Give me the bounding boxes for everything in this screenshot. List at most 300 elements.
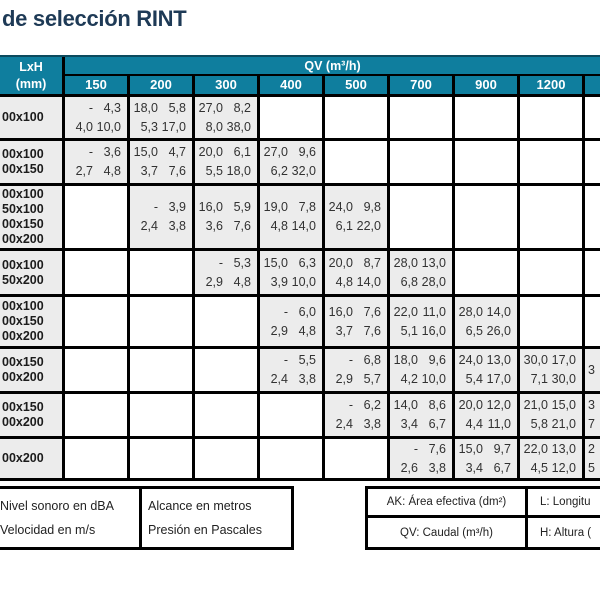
table-row	[0, 394, 600, 439]
value-line	[260, 254, 322, 273]
value: 14,0	[291, 219, 316, 233]
value: 2	[588, 441, 595, 456]
value: 19,0	[263, 200, 288, 214]
table-body	[0, 97, 600, 481]
value-line	[260, 351, 322, 370]
value-line	[585, 459, 600, 478]
value: 5,5	[298, 353, 316, 367]
value-line	[195, 273, 257, 292]
table-row	[0, 439, 600, 481]
value: 3,7	[140, 164, 158, 178]
value-cell-700	[390, 186, 455, 248]
value-cell-300	[195, 186, 260, 248]
value: 3,9	[270, 274, 288, 289]
value: 2,4	[140, 219, 158, 233]
column-header-500: 500	[325, 76, 390, 94]
value-line	[390, 440, 452, 459]
value-cell-partial	[585, 97, 600, 138]
value: 3,6	[103, 145, 121, 159]
page-title: de selección RINT	[2, 6, 187, 31]
value-cell-1200	[520, 251, 585, 294]
value-cell-500	[325, 97, 390, 138]
value: 10,0	[421, 372, 446, 386]
size-label: 00x200	[2, 451, 44, 465]
value: 38,0	[226, 119, 251, 134]
value-line	[325, 303, 387, 322]
value-line	[130, 162, 192, 181]
value: 5	[588, 460, 595, 475]
value-cell-partial	[585, 439, 600, 478]
column-header-700: 700	[390, 76, 455, 94]
table-row	[0, 297, 600, 349]
value: 2,9	[335, 372, 353, 386]
value: 21,0	[551, 417, 576, 431]
value: 18,0	[393, 353, 418, 367]
value: 16,0	[198, 200, 223, 214]
value: 4,8	[103, 164, 121, 178]
value-line	[130, 118, 192, 137]
value: 7,1	[530, 372, 548, 386]
value: -	[413, 441, 418, 456]
value: 4,3	[103, 100, 121, 115]
value-line	[260, 273, 322, 292]
value-line	[260, 370, 322, 389]
size-label: 00x150	[2, 355, 44, 369]
value: 24,0	[458, 353, 483, 367]
row-label-cell	[0, 186, 65, 248]
value: -	[153, 200, 158, 214]
size-label: 50x200	[2, 272, 44, 287]
value: 11,0	[422, 304, 446, 319]
value: 22,0	[523, 441, 548, 456]
value: 9,7	[493, 441, 511, 456]
value: 20,0	[198, 145, 223, 159]
value: 28,0	[393, 255, 418, 270]
value: 13,0	[551, 441, 576, 456]
value: 10,0	[291, 274, 316, 289]
value-cell-150	[65, 141, 130, 183]
value-line	[260, 143, 322, 162]
value-line	[585, 415, 600, 434]
value-line	[325, 370, 387, 389]
value-cell-900	[455, 349, 520, 391]
column-header-900: 900	[455, 76, 520, 94]
legend-line-speed: Velocidad en m/s	[0, 523, 96, 537]
value-cell-300	[195, 349, 260, 391]
value-cell-400	[260, 394, 325, 436]
value-line	[585, 396, 600, 415]
value: 7	[588, 417, 595, 431]
value-cell-300	[195, 439, 260, 478]
value-line	[455, 459, 517, 478]
value-line	[390, 322, 452, 341]
value: 6,5	[465, 323, 483, 338]
value: 6,0	[298, 304, 316, 319]
value-line	[325, 351, 387, 370]
value: 9,8	[363, 200, 381, 214]
value-cell-300	[195, 141, 260, 183]
value-line	[130, 217, 192, 236]
value: -	[283, 353, 288, 367]
value-line	[195, 118, 257, 137]
value-line	[390, 351, 452, 370]
value-cell-700	[390, 141, 455, 183]
value-cell-300	[195, 394, 260, 436]
value-line	[390, 415, 452, 434]
value-line	[455, 440, 517, 459]
value: 16,0	[328, 304, 353, 319]
value: 2,9	[205, 274, 223, 289]
value: 12,0	[486, 398, 511, 412]
value: 26,0	[486, 323, 511, 338]
value: -	[218, 255, 223, 270]
value: 2,9	[270, 323, 288, 338]
value: 12,0	[551, 460, 576, 475]
value: 4,8	[270, 219, 288, 233]
legend-h: H: Altura (	[540, 526, 592, 539]
value-cell-150	[65, 394, 130, 436]
value-cell-200	[130, 349, 195, 391]
value: -	[348, 398, 353, 412]
value-line	[325, 198, 387, 217]
value: 4,5	[530, 460, 548, 475]
value: 15,0	[133, 145, 158, 159]
row-label-cell	[0, 251, 65, 294]
qv-header: QV (m³/h)	[65, 57, 600, 76]
value: 28,0	[458, 304, 483, 319]
value: 30,0	[523, 353, 548, 367]
value: 5,7	[363, 372, 381, 386]
value-cell-300	[195, 297, 260, 346]
value-line	[130, 99, 192, 118]
value: 3,4	[465, 460, 483, 475]
value-cell-200	[130, 394, 195, 436]
size-label: 00x150	[2, 314, 44, 328]
value-line	[520, 459, 582, 478]
column-header-1200: 1200	[520, 76, 585, 94]
value-cell-partial	[585, 349, 600, 391]
lxh-unit: (mm)	[15, 77, 47, 91]
value-cell-150	[65, 251, 130, 294]
table-row	[0, 349, 600, 394]
size-label: 00x150	[2, 400, 44, 414]
value-line	[260, 198, 322, 217]
value: 3,8	[363, 417, 381, 431]
size-label: 00x100	[2, 299, 44, 313]
value-line	[325, 396, 387, 415]
value: 13,0	[486, 353, 511, 367]
value-line	[455, 396, 517, 415]
value-line	[455, 303, 517, 322]
qv-header-group	[65, 57, 600, 94]
value: 4,8	[335, 274, 353, 289]
value-line	[260, 162, 322, 181]
value-line	[455, 370, 517, 389]
value-cell-150	[65, 97, 130, 138]
value-line	[455, 415, 517, 434]
value: 6,1	[335, 219, 353, 233]
value: 5,1	[400, 323, 418, 338]
value-line	[325, 415, 387, 434]
value: 6,2	[363, 398, 381, 412]
legend-line-sound: Nivel sonoro en dBA	[0, 499, 114, 513]
value-cell-500	[325, 439, 390, 478]
value-line	[195, 99, 257, 118]
row-label-cell	[0, 297, 65, 346]
value-cell-400	[260, 349, 325, 391]
value: 6,3	[298, 255, 316, 270]
value: 11,0	[487, 417, 511, 431]
value-cell-partial	[585, 186, 600, 248]
value: 13,0	[421, 255, 446, 270]
row-label-cell	[0, 349, 65, 391]
lxh-header-cell	[0, 57, 65, 94]
value-line	[325, 322, 387, 341]
value-cell-900	[455, 394, 520, 436]
value-cell-400	[260, 251, 325, 294]
value: 30,0	[551, 372, 576, 386]
value-cell-500	[325, 141, 390, 183]
value: 8,7	[363, 255, 381, 270]
value-cell-150	[65, 349, 130, 391]
value: 5,3	[233, 255, 251, 270]
row-label-cell	[0, 141, 65, 183]
value-cell-700	[390, 439, 455, 478]
value: 2,7	[75, 164, 93, 178]
value-cell-400	[260, 97, 325, 138]
value: 22,0	[356, 219, 381, 233]
value-line	[390, 459, 452, 478]
value-line	[260, 322, 322, 341]
table-header	[0, 57, 600, 97]
value: 7,6	[168, 164, 186, 178]
value-line	[195, 198, 257, 217]
legend-l: L: Longitu	[528, 489, 600, 518]
value-line	[520, 370, 582, 389]
value-cell-400	[260, 186, 325, 248]
size-label: 00x200	[2, 370, 44, 384]
value: 16,0	[421, 323, 446, 338]
legend-cell-sound-speed	[0, 489, 142, 547]
lxh-label: LxH	[19, 60, 43, 74]
value: 4,8	[233, 274, 251, 289]
value: 27,0	[263, 145, 288, 159]
value: 3	[588, 398, 595, 412]
value-cell-700	[390, 297, 455, 346]
value-cell-700	[390, 394, 455, 436]
value: 14,0	[486, 304, 511, 319]
value-cell-partial	[585, 251, 600, 294]
value: 32,0	[291, 164, 316, 178]
value-line	[390, 273, 452, 292]
size-label: 50x100	[2, 202, 44, 216]
value-cell-150	[65, 439, 130, 478]
value-cell-150	[65, 186, 130, 248]
value-cell-400	[260, 297, 325, 346]
value: 3,9	[168, 200, 186, 214]
value-cell-700	[390, 349, 455, 391]
value: 8,6	[428, 398, 446, 412]
value-cell-400	[260, 141, 325, 183]
value-line	[130, 143, 192, 162]
value-line	[65, 143, 127, 162]
value: 7,6	[428, 441, 446, 456]
size-label: 00x200	[2, 232, 44, 246]
value-cell-200	[130, 97, 195, 138]
value-cell-900	[455, 297, 520, 346]
size-label: 00x200	[2, 415, 44, 429]
value-line	[130, 198, 192, 217]
value-line	[390, 303, 452, 322]
value-cell-200	[130, 297, 195, 346]
value: 5,8	[530, 417, 548, 431]
value: 22,0	[393, 304, 418, 319]
value: 27,0	[198, 100, 223, 115]
table-row	[0, 141, 600, 186]
legend-line-pressure: Presión en Pascales	[148, 523, 262, 537]
value-line	[65, 118, 127, 137]
value: 6,8	[363, 353, 381, 367]
value-cell-1200	[520, 349, 585, 391]
value: -	[348, 353, 353, 367]
value: 18,0	[133, 100, 158, 115]
value-cell-200	[130, 186, 195, 248]
row-label-cell	[0, 394, 65, 436]
value: 5,5	[205, 164, 223, 178]
value-cell-900	[455, 251, 520, 294]
column-header-150: 150	[65, 76, 130, 94]
row-label-cell	[0, 97, 65, 138]
value: 5,4	[465, 372, 483, 386]
value: 14,0	[393, 398, 418, 412]
value: 21,0	[523, 398, 548, 412]
value-cell-partial	[585, 297, 600, 346]
column-header-400: 400	[260, 76, 325, 94]
value-cell-900	[455, 97, 520, 138]
value-cell-1200	[520, 297, 585, 346]
value: 24,0	[328, 200, 353, 214]
value-line	[390, 254, 452, 273]
value-cell-900	[455, 186, 520, 248]
value: 3	[588, 362, 595, 377]
value: 9,6	[298, 145, 316, 159]
value: 5,9	[233, 200, 251, 214]
value-line	[520, 396, 582, 415]
value-line	[455, 322, 517, 341]
value-line	[195, 254, 257, 273]
value-line	[585, 361, 600, 380]
value-cell-500	[325, 186, 390, 248]
value: 7,6	[233, 219, 251, 233]
value: 18,0	[226, 164, 251, 178]
value: 2,6	[400, 460, 418, 475]
value-line	[520, 351, 582, 370]
value-cell-300	[195, 251, 260, 294]
value-cell-150	[65, 297, 130, 346]
value: 7,6	[363, 323, 381, 338]
size-label: 00x100	[2, 110, 44, 124]
value-line	[195, 143, 257, 162]
value: 17,0	[551, 353, 576, 367]
value: 7,8	[298, 200, 316, 214]
value: 15,0	[551, 398, 576, 412]
value: 4,4	[465, 417, 483, 431]
value: 28,0	[421, 274, 446, 289]
value-cell-500	[325, 251, 390, 294]
value: -	[88, 100, 93, 115]
value-line	[65, 162, 127, 181]
value-cell-200	[130, 141, 195, 183]
size-label: 00x150	[2, 162, 44, 176]
value-cell-partial	[585, 141, 600, 183]
column-header-partial	[585, 76, 600, 94]
column-header-200: 200	[130, 76, 195, 94]
value-line	[325, 273, 387, 292]
value: 9,6	[428, 353, 446, 367]
legend-qv: QV: Caudal (m³/h)	[368, 518, 528, 547]
size-label: 00x200	[2, 329, 44, 343]
value-cell-400	[260, 439, 325, 478]
size-label: 00x100	[2, 187, 44, 201]
value: 2,4	[270, 372, 288, 386]
size-label: 00x150	[2, 217, 44, 231]
value-cell-700	[390, 251, 455, 294]
value: 3,8	[168, 219, 186, 233]
value-cell-200	[130, 439, 195, 478]
value-cell-1200	[520, 141, 585, 183]
value: 10,0	[96, 119, 121, 134]
value: 17,0	[486, 372, 511, 386]
legend-line-reach: Alcance en metros	[148, 499, 252, 513]
value-cell-900	[455, 141, 520, 183]
row-label-cell	[0, 439, 65, 478]
value: 6,8	[400, 274, 418, 289]
value-line	[195, 162, 257, 181]
value-line	[260, 217, 322, 236]
value: 7,6	[363, 304, 381, 319]
value-line	[520, 415, 582, 434]
size-label: 00x100	[2, 257, 44, 272]
value-cell-700	[390, 97, 455, 138]
value: 3,8	[298, 372, 316, 386]
value: 3,6	[205, 219, 223, 233]
legend-box-abbreviations	[365, 486, 600, 550]
value: 8,2	[233, 100, 251, 115]
value: -	[88, 145, 93, 159]
value-line	[390, 370, 452, 389]
value-line	[390, 396, 452, 415]
value-cell-900	[455, 439, 520, 478]
value-line	[260, 303, 322, 322]
value-line	[325, 217, 387, 236]
value: 15,0	[458, 441, 483, 456]
legend-cell-reach-pressure	[142, 489, 291, 547]
value: 2,4	[335, 417, 353, 431]
value: 3,8	[428, 460, 446, 475]
value-line	[585, 440, 600, 459]
value: 20,0	[328, 255, 353, 270]
value: 5,3	[140, 119, 158, 134]
value-line	[65, 99, 127, 118]
value-line	[325, 254, 387, 273]
value-line	[520, 440, 582, 459]
value: 8,0	[205, 119, 223, 134]
value-cell-500	[325, 349, 390, 391]
value-cell-1200	[520, 439, 585, 478]
value: 6,2	[270, 164, 288, 178]
size-label: 00x100	[2, 147, 44, 161]
table-row	[0, 97, 600, 141]
